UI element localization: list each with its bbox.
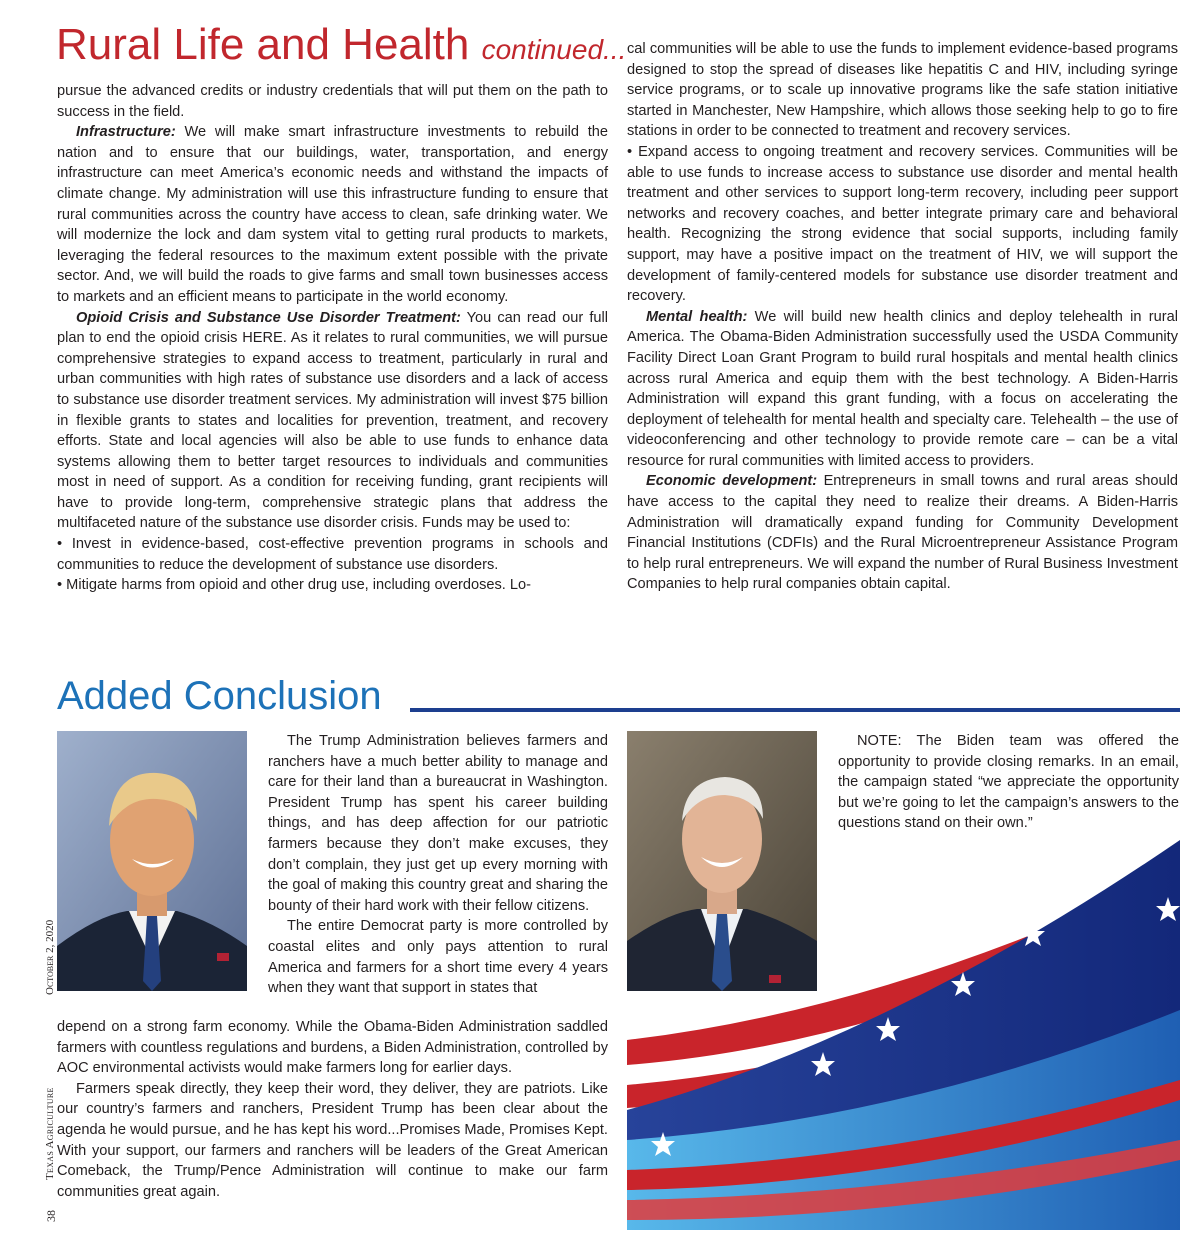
paragraph-text: Entrepreneurs in small towns and rural areas should have access to the capital they need to realize their dreams. A Biden-Harris Administration will dramatically expand funding for Community Development Financial Institutions (CDFIs) and the Rural Microentrepreneur Assistance Program to help rural entrepreneurs. We will expand the number of Rural Business Investment Companies to help rural companies obtain capital. [627,473,1178,593]
paragraph-economic-development [627,471,1178,595]
paragraph-opioid [57,308,608,535]
section-lead: Infrastructure: [76,124,176,141]
paragraph: cal communities will be able to use the funds to implement evidence-based programs designed to stop the spread of diseases like hepatitis C and HIV, including syringe service programs, or to scale up innovative programs like the safe station initiative started in Manchester, New Hampshire, which allows those seeking help to go to fire stations in order to be connected to treatment and recovery services. [627,41,1178,140]
paragraph: Farmers speak directly, they keep their word, they deliver, they are patriots. Like our country’s farmers and ranchers, President Trump has been clear about the agenda he would pursue, and he has kept his word...Promises Made, Promises Kept. With your support, our farmers and ranchers will be leaders of the Great American Comeback, the Trump/Pence Administration will continue to make our farm communities great again. [57,1080,608,1200]
biden-note: NOTE: The Biden team was offered the opportunity to provide closing remarks. In an email, the campaign stated “we appreciate the opportunity but we’re going to let the campaign’s answers to the questions stand on their own.” [838,733,1179,832]
bullet-item: • Expand access to ongoing treatment and recovery services. Communities will be able to use funds to increase access to substance use disorder and mental health treatment and other services to support long-term recovery, including peer support networks and recovery coaches, and better integrate primary care and behavioral health. Recognizing the strong evidence that social supports, including family support, may have a positive impact on the treatment of HIV, we will support the development of family-centered models for substance use disorder treatment and recovery. [627,143,1178,305]
section-lead: Mental health: [646,308,748,325]
conclusion-title: Added Conclusion [57,674,382,718]
paragraph: depend on a strong farm economy. While the Obama-Biden Administration saddled farmers with countless regulations and burdens, a Biden Administration, controlled by AOC environmental activists would make farmers long for earlier days. [57,1019,608,1077]
article-column-left [57,81,608,596]
paragraph-mental-health [627,307,1178,472]
paragraph: The Trump Administration believes farmers and ranchers have a much better ability to manage and care for their land than a bureaucrat in Washington. President Trump has spent his career building things, and has deep affection for our patriotic farmers because they don’t make excuses, they don’t complain, they just get up every morning with the goal of making this country great and sharing the bounty of their hard work with their fellow citizens. [268,733,608,914]
paragraph: pursue the advanced credits or industry credentials that will put them on the path to success in the field. [57,83,608,120]
page-title-continued: continued... [481,34,627,65]
paragraph-text: We will build new health clinics and deploy telehealth in rural America. The Obama-Biden Administration successfully used the USDA Community Facility Direct Loan Grant Program to build rural hospitals and mental health clinics across rural America and equip them with the best technology. A Biden-Harris Administration will expand this grant funding, with a focus on accelerating the deployment of telehealth for mental health and specialty care. Telehealth – the use of videoconferencing and other technology to provide remote care – can be a vital resource for rural communities with limited access to providers. [627,308,1179,469]
trump-statement-continued [57,1017,608,1202]
article-column-right [627,39,1178,595]
bullet-item: • Invest in evidence-based, cost-effective prevention programs in schools and communities to reduce the development of substance use disorders. [57,536,608,573]
page-title [56,20,626,70]
paragraph-text: You can read our full plan to end the opioid crisis HERE. As it relates to rural communities, we will pursue comprehensive strategies to expand access to treatment, particularly in rural and urban communities with high rates of substance use disorders and a lack of access to substance use disorder treatment services. My administration will invest $75 billion in flexible grants to states and localities for prevention, treatment, and recovery efforts. State and local agencies will also be able to use funds to enhance data systems allowing them to better target resources to individuals and communities most in need of support. As a condition for receiving funding, grant recipients will have to provide long-term, comprehensive strategic plans that address the multifaceted nature of the substance use disorder crisis. Funds may be used to: [57,309,608,532]
paragraph-text: We will make smart infrastructure investments to rebuild the nation and to ensure that our buildings, water, transportation, and energy infrastructure can meet America’s economic needs and withstand the impacts of climate change. My administration will use this infrastructure funding to ensure that rural communities across the country have access to clean, safe drinking water. We will modernize the lock and dam system vital to getting rural products to markets, leveraging the federal resources to the maximum extent possible with the private sector. And, we will build the roads to give farms and small town businesses access to markets and an efficient means to participate in the world economy. [57,124,608,305]
paragraph: The entire Democrat party is more controlled by coastal elites and only pays attention to rural America and farmers for a short time every 4 years when they want that support in states that [268,918,608,997]
magazine-name: Texas Agriculture [44,1087,56,1180]
conclusion-rule [410,708,1180,712]
page-number: 38 [44,1210,58,1222]
trump-portrait [57,731,247,991]
page-title-text: Rural Life and Health [56,20,470,69]
trump-statement [268,731,608,999]
paragraph-infrastructure [57,122,608,307]
section-lead: Economic development: [646,473,818,490]
flag-wave-graphic [627,840,1180,1230]
bullet-item: • Mitigate harms from opioid and other drug use, including overdoses. Lo- [57,577,531,594]
section-lead: Opioid Crisis and Substance Use Disorder Treatment: [76,309,461,326]
issue-date: October 2, 2020 [44,919,56,995]
